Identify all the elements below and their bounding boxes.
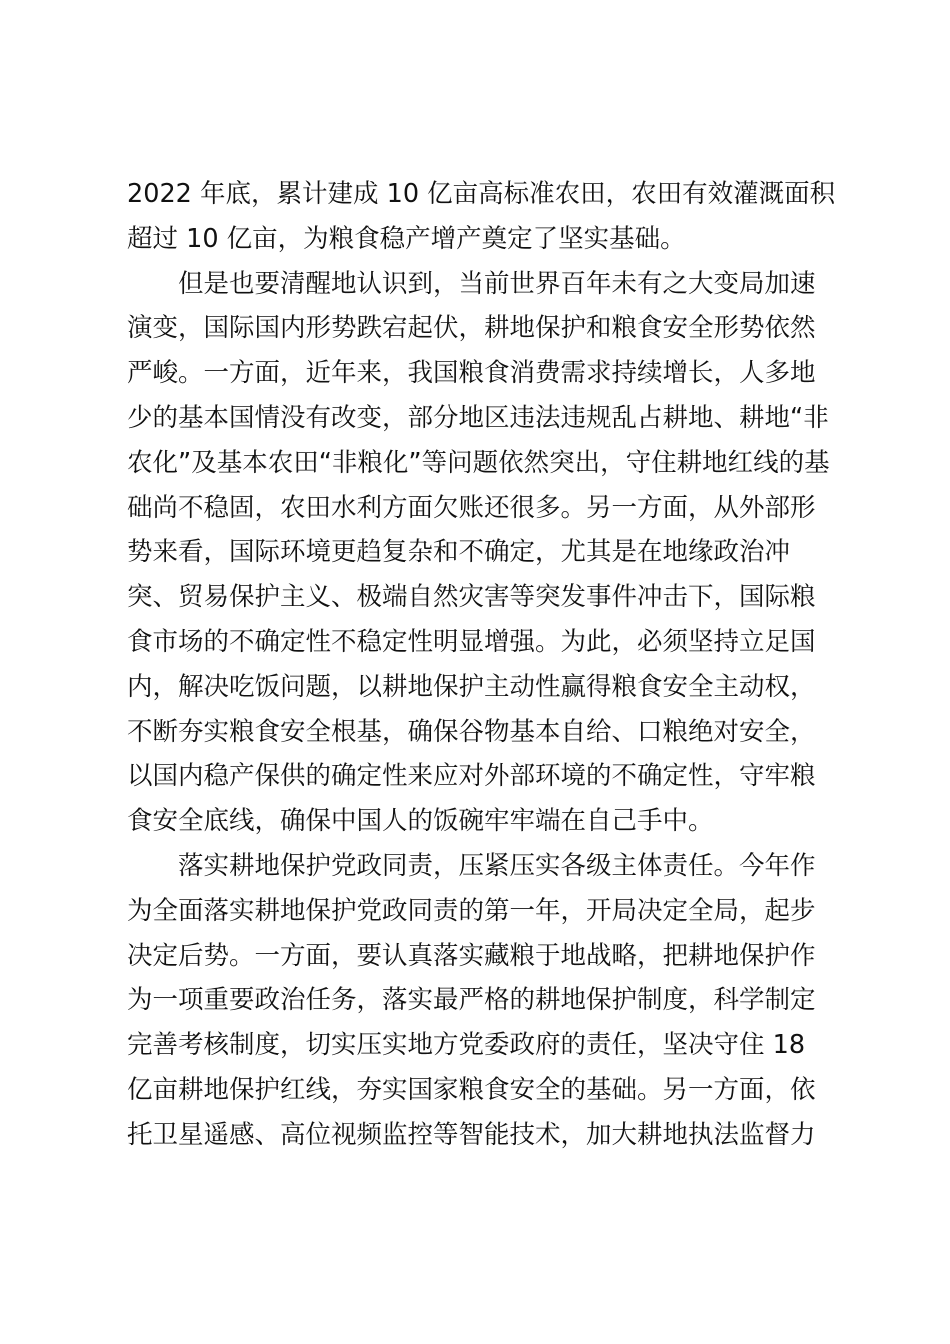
text-line: 食安全底线，确保中国人的饭碗牢牢端在自己手中。	[127, 806, 714, 837]
text-line: 超过 10 亿亩，为粮食稳产增产奠定了坚实基础。	[127, 223, 686, 254]
text-line: 完善考核制度，切实压实地方党委政府的责任，坚决守住 18	[127, 1030, 806, 1061]
paragraph	[127, 844, 842, 1158]
text-line: 落实耕地保护党政同责，压紧压实各级主体责任。今年作	[178, 850, 816, 881]
text-line: 为全面落实耕地保护党政同责的第一年，开局决定全局，起步	[127, 895, 816, 926]
text-line: 农化”及基本农田“非粮化”等问题依然突出，守住耕地红线的基	[127, 447, 830, 478]
document-body	[127, 172, 842, 1158]
text-line: 内，解决吃饭问题，以耕地保护主动性赢得粮食安全主动权，	[127, 671, 816, 702]
text-line: 严峻。一方面，近年来，我国粮食消费需求持续增长，人多地	[127, 358, 816, 389]
text-line: 2022 年底，累计建成 10 亿亩高标准农田，农田有效灌溉面积	[127, 179, 836, 209]
text-line: 但是也要清醒地认识到，当前世界百年未有之大变局加速	[178, 268, 816, 299]
text-line: 托卫星遥感、高位视频监控等智能技术，加大耕地执法监督力	[127, 1119, 816, 1150]
text-line: 突、贸易保护主义、极端自然灾害等突发事件冲击下，国际粮	[127, 582, 816, 613]
text-line: 以国内稳产保供的确定性来应对外部环境的不确定性，守牢粮	[127, 761, 816, 792]
text-line: 食市场的不确定性不稳定性明显增强。为此，必须坚持立足国	[127, 626, 816, 657]
text-line: 决定后势。一方面，要认真落实藏粮于地战略，把耕地保护作	[127, 940, 816, 971]
paragraph	[127, 172, 842, 262]
text-line: 础尚不稳固，农田水利方面欠账还很多。另一方面，从外部形	[127, 492, 816, 523]
text-line: 势来看，国际环境更趋复杂和不确定，尤其是在地缘政治冲	[127, 537, 791, 568]
text-line: 演变，国际国内形势跌宕起伏，耕地保护和粮食安全形势依然	[127, 313, 816, 344]
text-line: 为一项重要政治任务，落实最严格的耕地保护制度，科学制定	[127, 985, 816, 1016]
text-line: 少的基本国情没有改变，部分地区违法违规乱占耕地、耕地“非	[127, 402, 829, 433]
text-line: 亿亩耕地保护红线，夯实国家粮食安全的基础。另一方面，依	[127, 1074, 816, 1105]
paragraph	[127, 262, 842, 844]
text-line: 不断夯实粮食安全根基，确保谷物基本自给、口粮绝对安全，	[127, 716, 816, 747]
